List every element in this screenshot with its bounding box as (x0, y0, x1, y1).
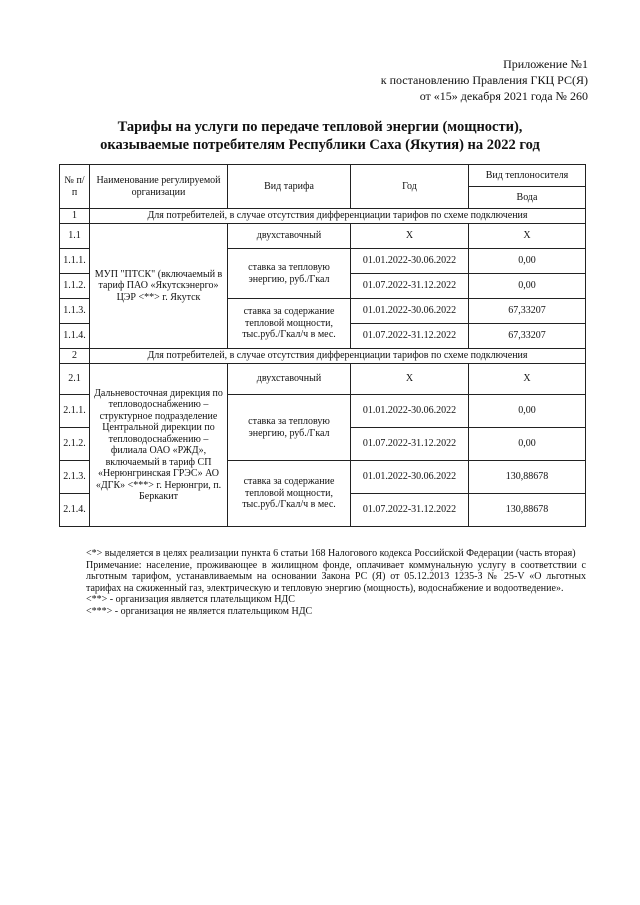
year-cell: 01.01.2022-30.06.2022 (351, 249, 469, 274)
value-cell: 67,33207 (469, 299, 586, 324)
value-cell: 0,00 (469, 249, 586, 274)
section-num: 2 (60, 349, 90, 364)
header-row (60, 165, 586, 187)
row-num: 2.1.2. (60, 428, 90, 461)
footnote-non-vat-payer: <***> - организация не является плательщиком НДС (86, 605, 313, 617)
title-line-1: Тарифы на услуги по передаче тепловой энергии (мощности), (117, 119, 523, 135)
year-cell: 01.01.2022-30.06.2022 (351, 395, 469, 428)
section-num: 1 (60, 209, 90, 224)
tariff-type-cell: двухставочный (228, 224, 351, 249)
footnote-vat-payer: <**> - организация является плательщиком НДС (86, 594, 295, 605)
year-cell: Х (351, 364, 469, 395)
tariff-type-cell: ставка за содержание тепловой мощности, тыс.руб./Гкал/ч в мес. (228, 299, 351, 349)
value-cell: 67,33207 (469, 324, 586, 349)
row-num: 1.1.3. (60, 299, 90, 324)
value-cell: 0,00 (469, 428, 586, 461)
year-cell: 01.07.2022-31.12.2022 (351, 274, 469, 299)
title-line-2: оказываемые потребителям Республики Саха (Якутия) на 2022 год (100, 137, 540, 153)
table-row (60, 364, 586, 395)
row-num: 1.1.4. (60, 324, 90, 349)
year-cell: 01.07.2022-31.12.2022 (351, 494, 469, 527)
header-num: № п/п (60, 165, 90, 209)
row-num: 1.1.2. (60, 274, 90, 299)
section-label: Для потребителей, в случае отсутствия дифференциации тарифов по схеме подключения (90, 349, 586, 364)
appendix-header (381, 56, 588, 104)
footnote-vat-explanation: <*> выделяется в целях реализации пункта 6 статьи 168 Налогового кодекса Российской Федерации (часть вторая) (86, 548, 576, 559)
section-label: Для потребителей, в случае отсутствия дифференциации тарифов по схеме подключения (90, 209, 586, 224)
value-cell: 130,88678 (469, 461, 586, 494)
section-row (60, 209, 586, 224)
year-cell: Х (351, 224, 469, 249)
value-cell: Х (469, 364, 586, 395)
section-row (60, 349, 586, 364)
tariff-type-cell: двухставочный (228, 364, 351, 395)
row-num: 2.1 (60, 364, 90, 395)
footnotes (86, 548, 586, 617)
tariff-type-cell: ставка за тепловую энергию, руб./Гкал (228, 249, 351, 299)
table-row (60, 224, 586, 249)
row-num: 1.1 (60, 224, 90, 249)
appendix-line-3: от «15» декабря 2021 года № 260 (419, 89, 588, 103)
value-cell: 130,88678 (469, 494, 586, 527)
tariffs-table (59, 164, 586, 527)
value-cell: Х (469, 224, 586, 249)
row-num: 1.1.1. (60, 249, 90, 274)
value-cell: 0,00 (469, 395, 586, 428)
appendix-line-2: к постановлению Правления ГКЦ РС(Я) (380, 73, 588, 87)
year-cell: 01.07.2022-31.12.2022 (351, 324, 469, 349)
row-num: 2.1.3. (60, 461, 90, 494)
header-carrier: Вид теплоносителя (469, 165, 586, 187)
tariff-type-cell: ставка за тепловую энергию, руб./Гкал (228, 395, 351, 461)
year-cell: 01.01.2022-30.06.2022 (351, 299, 469, 324)
header-year: Год (351, 165, 469, 209)
tariff-type-cell: ставка за содержание тепловой мощности, тыс.руб./Гкал/ч в мес. (228, 461, 351, 527)
year-cell: 01.07.2022-31.12.2022 (351, 428, 469, 461)
value-cell: 0,00 (469, 274, 586, 299)
year-cell: 01.01.2022-30.06.2022 (351, 461, 469, 494)
document-title (60, 118, 580, 154)
appendix-line-1: Приложение №1 (503, 57, 588, 71)
header-type: Вид тарифа (228, 165, 351, 209)
footnote-population-note: Примечание: население, проживающее в жилищном фонде, оплачивает коммунальную услугу в соответствии с льготным тарифом, устанавливаемым на основании Закона РС (Я) от 05.12.2013 1235-З № 25-V «О льготных тарифах на сжиженный газ, электрическую и тепловую энергию (мощность), водоснабжение и водоотведение». (86, 559, 586, 594)
row-num: 2.1.1. (60, 395, 90, 428)
header-org: Наименование регулируемой организации (90, 165, 228, 209)
org-name-cell: МУП "ПТСК" (включаемый в тариф ПАО «Якутскэнерго» ЦЭР <**> г. Якутск (90, 224, 228, 349)
header-water: Вода (469, 187, 586, 209)
org-name-cell: Дальневосточная дирекция по тепловодоснабжению – структурное подразделение Центральной дирекции по тепловодоснабжению – филиала ОАО «РЖД», включаемый в тариф СП «Нерюнгринская ГРЭС» АО «ДГК» <***> г. Нерюнгри, п. Беркакит (90, 364, 228, 527)
row-num: 2.1.4. (60, 494, 90, 527)
